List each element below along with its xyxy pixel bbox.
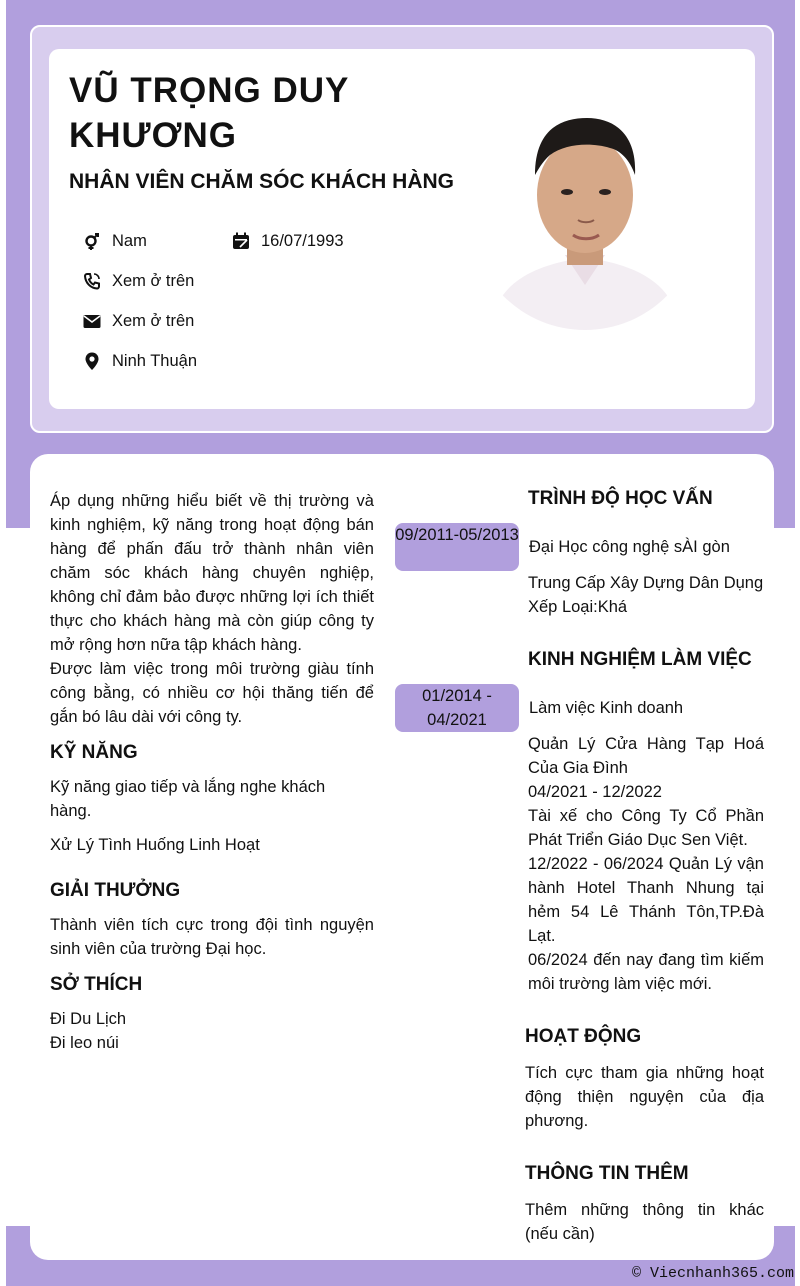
phone-icon (82, 271, 102, 291)
experience-title: KINH NGHIỆM LÀM VIỆC (528, 649, 752, 670)
gender-info (82, 231, 147, 251)
email-value: Xem ở trên (112, 311, 195, 330)
experience-details (528, 732, 764, 996)
experience-detail: Tài xế cho Công Ty Cổ Phần Phát Triển Giáo Dục Sen Việt. (528, 807, 764, 849)
hobby-item: Đi Du Lịch (50, 1010, 127, 1028)
experience-date: 01/2014 - 04/2021 (422, 687, 492, 729)
profile-photo (470, 80, 700, 330)
phone-value: Xem ở trên (112, 271, 195, 290)
objective-paragraph-2: Được làm việc trong môi trường giàu tính công bằng, có nhiều cơ hội thăng tiến để gắn bó lâu dài với công ty. (50, 660, 374, 726)
skills-title: KỸ NĂNG (50, 742, 138, 763)
phone-info (82, 271, 194, 291)
skill-item: Xử Lý Tình Huống Linh Hoạt (50, 836, 260, 854)
experience-detail: Quản Lý Cửa Hàng Tạp Hoá Của Gia Đình (528, 735, 764, 777)
objective-paragraph-1: Áp dụng những hiểu biết về thị trường và kinh nghiệm, kỹ năng trong hoạt động bán hàng để phấn đấu trở thành nhân viên chăm sóc khách hàng chuyên nghiệp, không chỉ đảm bảo được những lợi ích thiết thực cho khách hàng mà còn giúp công ty mở rộng hơn nữa tập khách hàng. (50, 492, 374, 654)
calendar-icon (231, 231, 251, 251)
extra-info-text: Thêm những thông tin khác (nếu cần) (525, 1201, 764, 1243)
skill-item: Kỹ năng giao tiếp và lắng nghe khách hàng. (50, 778, 326, 820)
experience-detail: 04/2021 - 12/2022 (528, 783, 662, 801)
activities-title: HOẠT ĐỘNG (525, 1026, 642, 1047)
education-date: 09/2011-05/2013 (395, 526, 519, 544)
gender-value: Nam (112, 231, 147, 250)
gender-icon (82, 231, 102, 251)
education-school: Đại Học công nghệ sÀI gòn (529, 538, 730, 556)
hobbies-title: SỞ THÍCH (50, 974, 143, 995)
activities-text: Tích cực tham gia những hoạt động thiện nguyện của địa phương. (525, 1064, 764, 1130)
hobby-item: Đi leo núi (50, 1034, 119, 1052)
email-icon (82, 311, 102, 331)
footer-watermark: © Viecnhanh365.com (631, 1265, 794, 1282)
birthdate-info (231, 231, 344, 251)
education-detail-1: Trung Cấp Xây Dựng Dân Dụng (528, 574, 764, 592)
birthdate-value: 16/07/1993 (261, 231, 344, 250)
address-info (82, 351, 197, 371)
location-icon (82, 351, 102, 371)
experience-detail: 06/2024 đến nay đang tìm kiếm môi trường làm việc mới. (528, 951, 764, 993)
education-date-badge (395, 523, 519, 571)
extra-info-title: THÔNG TIN THÊM (525, 1163, 689, 1184)
experience-role: Làm việc Kinh doanh (529, 699, 684, 717)
experience-date-badge (395, 684, 519, 732)
awards-text: Thành viên tích cực trong đội tình nguyện sinh viên của trường Đại học. (50, 916, 374, 958)
candidate-name: VŨ TRỌNG DUY KHƯƠNG (69, 71, 349, 155)
job-title: NHÂN VIÊN CHĂM SÓC KHÁCH HÀNG (69, 170, 455, 193)
awards-title: GIẢI THƯỞNG (50, 880, 181, 901)
address-value: Ninh Thuận (112, 351, 198, 370)
education-detail-2: Xếp Loại:Khá (528, 598, 628, 616)
email-info (82, 311, 194, 331)
education-title: TRÌNH ĐỘ HỌC VẤN (528, 488, 713, 509)
experience-detail: 12/2022 - 06/2024 Quản Lý vận hành Hotel Thanh Nhung tại hẻm 54 Lê Thánh Tôn,TP.Đà Lạt. (528, 855, 764, 945)
